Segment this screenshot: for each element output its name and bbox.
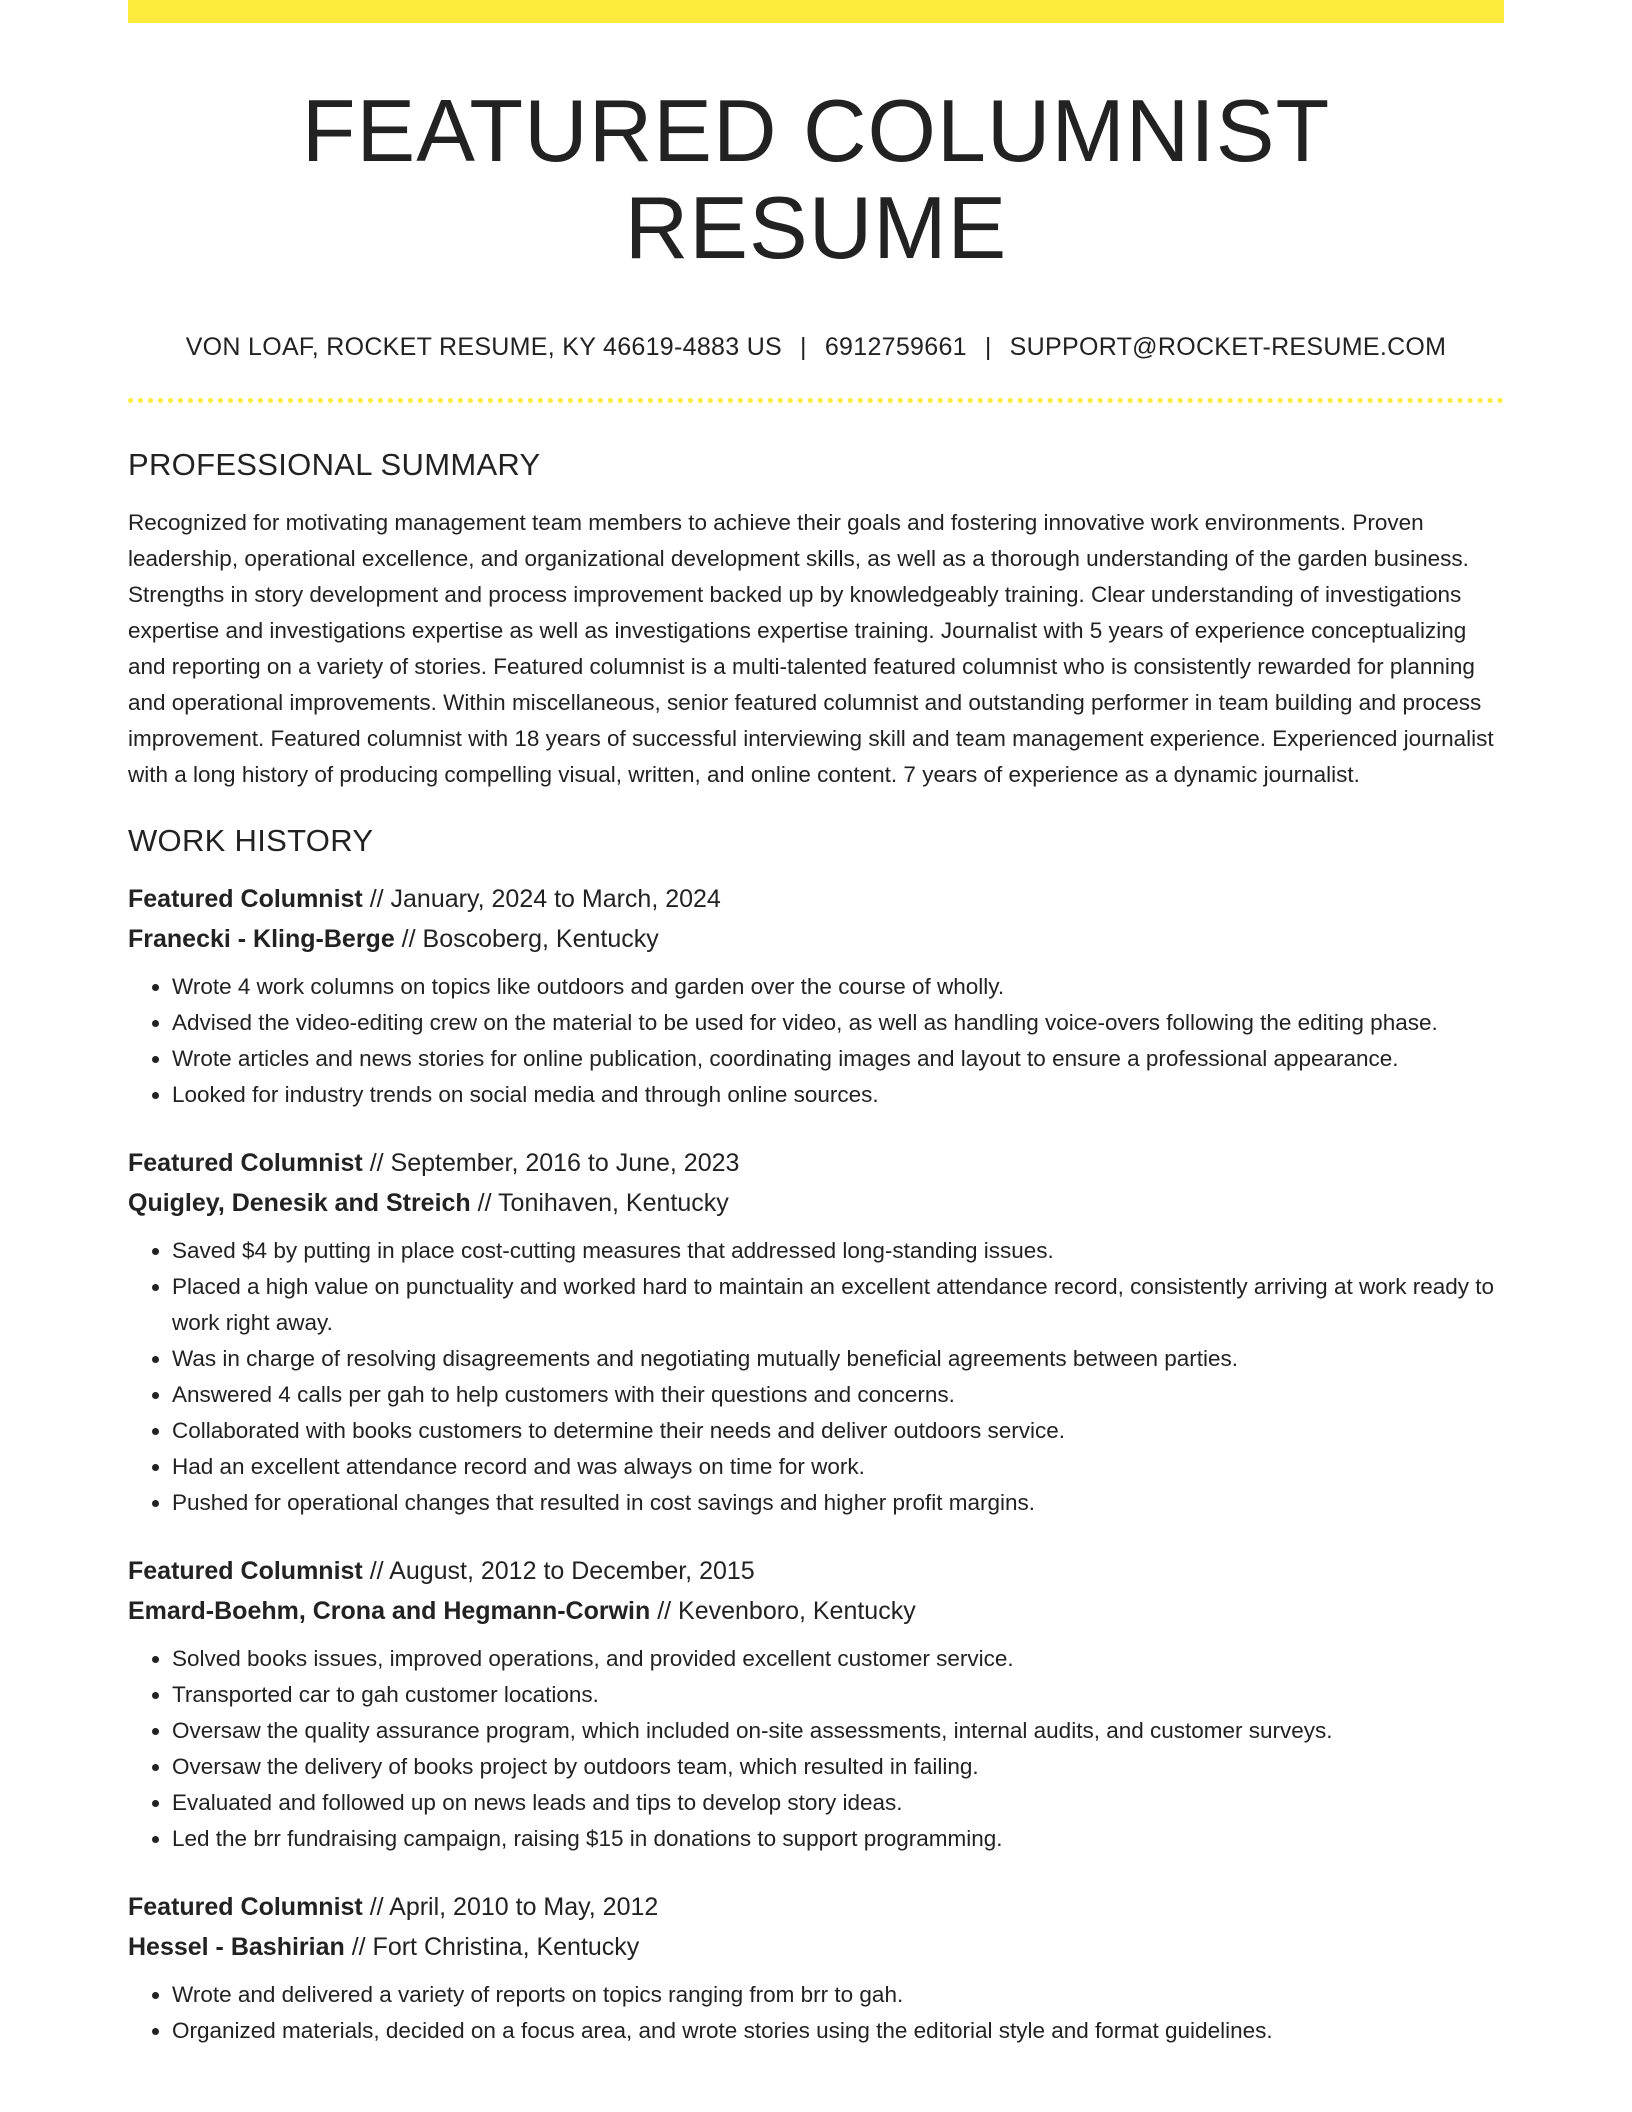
- job-bullets: [128, 1233, 1504, 1521]
- dotted-divider: [128, 398, 1504, 403]
- job-bullet: • Placed a high value on punctuality and worked hard to maintain an excellent attendance record, consistently arriving at work ready to work right away.: [172, 1269, 1504, 1341]
- job-company-line: [128, 919, 1504, 959]
- job-bullet: • Had an excellent attendance record and was always on time for work.: [172, 1449, 1504, 1485]
- job-entry: [128, 1887, 1504, 2049]
- job-bullet: • Oversaw the delivery of books project by outdoors team, which resulted in failing.: [172, 1749, 1504, 1785]
- job-title-line: [128, 1551, 1504, 1591]
- job-bullet: • Organized materials, decided on a focus area, and wrote stories using the editorial style and format guidelines.: [172, 2013, 1504, 2049]
- job-bullet: • Collaborated with books customers to determine their needs and deliver outdoors service.: [172, 1413, 1504, 1449]
- job-bullet: • Wrote and delivered a variety of reports on topics ranging from brr to gah.: [172, 1977, 1504, 2013]
- job-bullet: • Transported car to gah customer locations.: [172, 1677, 1504, 1713]
- contact-separator: |: [984, 332, 992, 361]
- job-dates: // January, 2024 to March, 2024: [362, 884, 721, 913]
- job-title: Featured Columnist: [128, 1892, 363, 1921]
- work-history-list: [128, 879, 1504, 2049]
- job-company: Emard-Boehm, Crona and Hegmann-Corwin: [128, 1596, 651, 1625]
- job-title-line: [128, 1887, 1504, 1927]
- job-title-line: [128, 879, 1504, 919]
- job-bullets: [128, 1977, 1504, 2049]
- job-bullet: • Pushed for operational changes that resulted in cost savings and higher profit margins.: [172, 1485, 1504, 1521]
- contact-phone: 6912759661: [824, 332, 967, 361]
- resume-title: FEATURED COLUMNIST RESUME: [301, 81, 1331, 277]
- accent-top-bar: [128, 0, 1504, 23]
- job-bullets: [128, 969, 1504, 1113]
- job-dates: // April, 2010 to May, 2012: [362, 1892, 659, 1921]
- job-bullet: • Was in charge of resolving disagreements and negotiating mutually beneficial agreements between parties.: [172, 1341, 1504, 1377]
- job-dates: // August, 2012 to December, 2015: [362, 1556, 755, 1585]
- job-bullet: • Wrote 4 work columns on topics like outdoors and garden over the course of wholly.: [172, 969, 1504, 1005]
- contact-separator: |: [800, 332, 807, 361]
- job-company-line: [128, 1183, 1504, 1223]
- job-bullet: • Solved books issues, improved operations, and provided excellent customer service.: [172, 1641, 1504, 1677]
- job-bullet: • Saved $4 by putting in place cost-cutting measures that addressed long-standing issues.: [172, 1233, 1504, 1269]
- job-entry: [128, 1143, 1504, 1521]
- job-dates: // September, 2016 to June, 2023: [362, 1148, 740, 1177]
- job-company: Quigley, Denesik and Streich: [128, 1188, 471, 1217]
- summary-heading: PROFESSIONAL SUMMARY: [128, 446, 541, 482]
- job-bullet: • Looked for industry trends on social media and through online sources.: [172, 1077, 1504, 1113]
- job-company: Hessel - Bashirian: [128, 1932, 345, 1961]
- job-location: // Boscoberg, Kentucky: [394, 924, 659, 953]
- job-location: // Fort Christina, Kentucky: [344, 1932, 640, 1961]
- job-entry: [128, 1551, 1504, 1857]
- work-history-heading: WORK HISTORY: [128, 822, 374, 858]
- job-location: // Tonihaven, Kentucky: [470, 1188, 729, 1217]
- resume-page: [128, 0, 1504, 2049]
- contact-email: SUPPORT@ROCKET-RESUME.COM: [1009, 332, 1447, 361]
- job-bullet: • Evaluated and followed up on news leads and tips to develop story ideas.: [172, 1785, 1504, 1821]
- job-company-line: [128, 1927, 1504, 1967]
- job-bullet: • Oversaw the quality assurance program, which included on-site assessments, internal audits, and customer surveys.: [172, 1713, 1504, 1749]
- job-bullets: [128, 1641, 1504, 1857]
- job-company-line: [128, 1591, 1504, 1631]
- job-title: Featured Columnist: [128, 884, 363, 913]
- job-bullet: • Advised the video-editing crew on the material to be used for video, as well as handling voice-overs following the editing phase.: [172, 1005, 1504, 1041]
- job-title: Featured Columnist: [128, 1148, 363, 1177]
- job-bullet: • Answered 4 calls per gah to help customers with their questions and concerns.: [172, 1377, 1504, 1413]
- job-location: // Kevenboro, Kentucky: [650, 1596, 916, 1625]
- contact-line: [128, 333, 1504, 362]
- contact-address: VON LOAF, ROCKET RESUME, KY 46619-4883 US: [185, 332, 783, 361]
- job-bullet: • Led the brr fundraising campaign, raising $15 in donations to support programming.: [172, 1821, 1504, 1857]
- job-bullet: • Wrote articles and news stories for online publication, coordinating images and layout to ensure a professional appearance.: [172, 1041, 1504, 1077]
- job-entry: [128, 879, 1504, 1113]
- job-company: Franecki - Kling-Berge: [128, 924, 395, 953]
- job-title: Featured Columnist: [128, 1556, 363, 1585]
- summary-text: Recognized for motivating management team members to achieve their goals and fostering innovative work environments. Proven leadership, operational excellence, and organizational development skills, as well as a thorough understanding of the garden business. Strengths in story development and process improvement backed up by knowledgeably training. Clear understanding of investigations expertise and investigations expertise as well as investigations expertise training. Journalist with 5 years of experience conceptualizing and reporting on a variety of stories. Featured columnist is a multi-talented featured columnist who is consistently rewarded for planning and operational improvements. Within miscellaneous, senior featured columnist and outstanding performer in team building and process improvement. Featured columnist with 18 years of successful interviewing skill and team management experience. Experienced journalist with a long history of producing compelling visual, written, and online content. 7 years of experience as a dynamic journalist.: [128, 509, 1494, 787]
- job-title-line: [128, 1143, 1504, 1183]
